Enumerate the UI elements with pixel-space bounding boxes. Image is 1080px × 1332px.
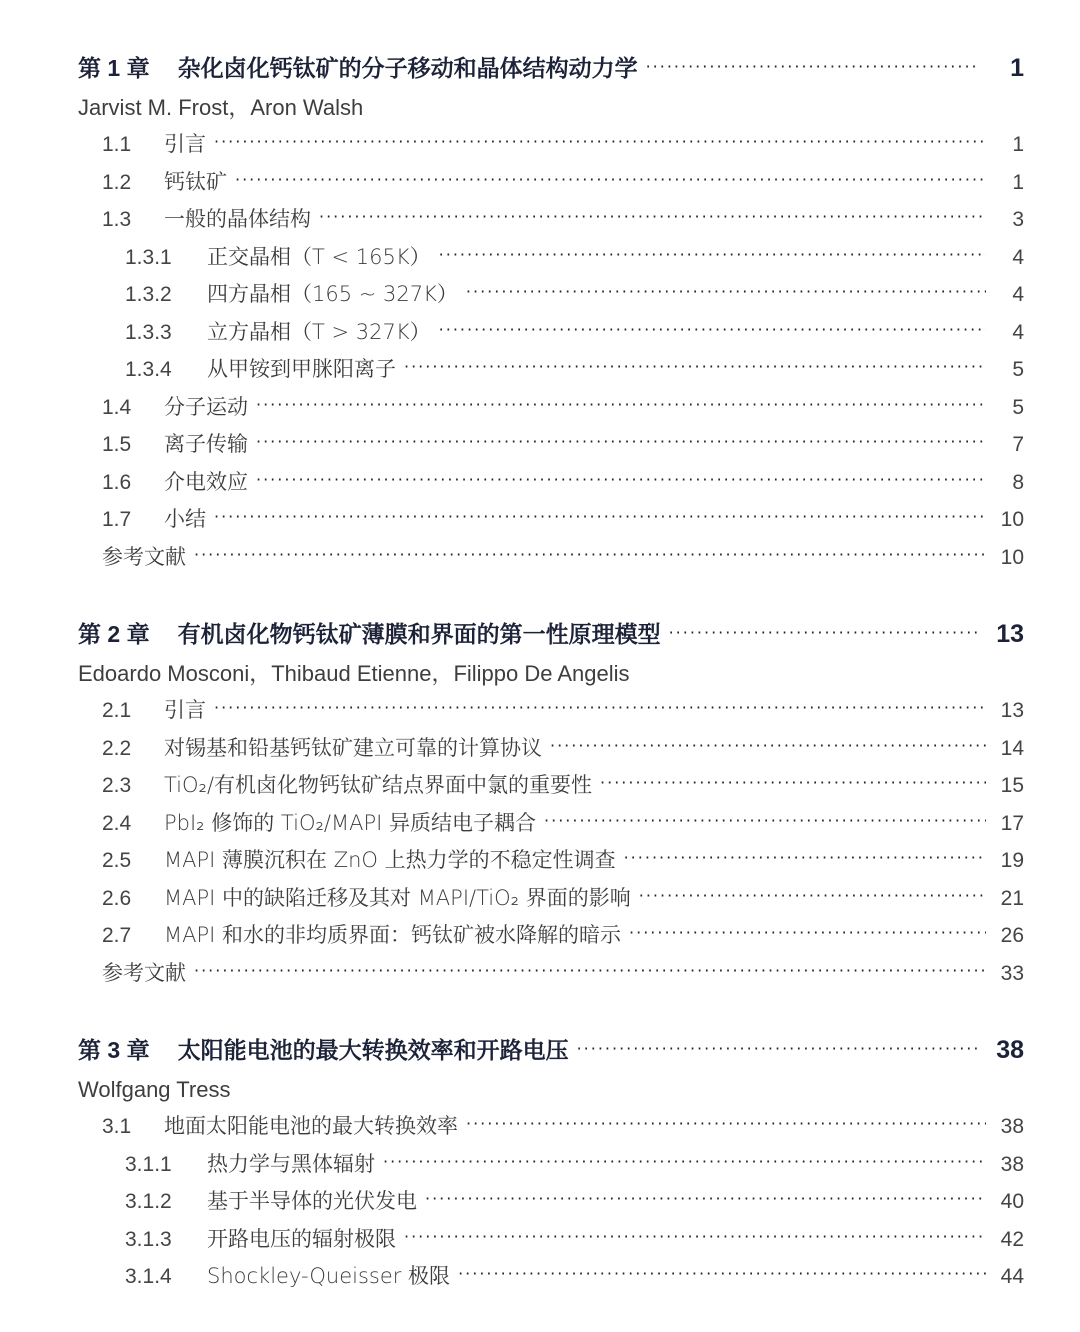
dot-leader (439, 311, 986, 349)
section-number: 1.3.3 (125, 320, 172, 344)
page-number: 14 (1000, 736, 1024, 760)
toc-entry[interactable] (78, 1221, 1024, 1259)
page-number: 8 (1012, 470, 1024, 494)
page-number: 1 (1012, 170, 1024, 194)
dot-leader (639, 877, 986, 915)
page-number: 38 (1000, 1115, 1024, 1138)
page-number: 5 (1012, 395, 1024, 419)
toc-entry[interactable] (78, 1183, 1024, 1221)
dot-leader (458, 1255, 986, 1293)
section-title: 离子传输 (164, 432, 248, 456)
dot-leader (646, 45, 980, 89)
toc-entry[interactable] (78, 126, 1024, 164)
toc-entry[interactable] (78, 1258, 1024, 1296)
chapter-authors: Jarvist M. Frost，Aron Walsh (78, 95, 364, 120)
section-number: 2.6 (102, 886, 132, 910)
section-title: TiO₂/有机卤化物钙钛矿结点界面中氯的重要性 (164, 773, 593, 797)
dot-leader (404, 1218, 986, 1256)
section-title: 四方晶相（165 ~ 327K） (207, 282, 458, 306)
toc-entry[interactable] (78, 880, 1024, 918)
section-title: MAPI 薄膜沉积在 ZnO 上热力学的不稳定性调查 (164, 848, 616, 872)
section-number: 2.1 (102, 699, 132, 722)
dot-leader (194, 536, 986, 574)
page-number: 3 (1012, 208, 1024, 231)
dot-leader (319, 198, 986, 236)
references-title: 参考文献 (102, 544, 186, 569)
toc-entry[interactable] (78, 239, 1024, 277)
section-number: 1.5 (102, 433, 132, 456)
page-number: 5 (1012, 358, 1024, 381)
dot-leader (404, 348, 986, 386)
section-number: 3.1 (102, 1115, 132, 1138)
dot-leader (214, 498, 986, 536)
toc-entry[interactable] (78, 730, 1024, 768)
page-number: 4 (1012, 320, 1024, 344)
section-number: 1.4 (102, 395, 132, 419)
dot-leader (577, 1027, 980, 1071)
section-title: 介电效应 (164, 469, 248, 494)
section-number: 1.2 (102, 170, 132, 194)
dot-leader (235, 161, 986, 199)
page-number: 38 (1000, 1152, 1024, 1176)
section-title: 引言 (164, 698, 206, 722)
toc-entry[interactable] (78, 351, 1024, 389)
section-title: 分子运动 (164, 394, 248, 419)
toc-entry[interactable] (78, 767, 1024, 805)
section-number: 1.3.4 (125, 358, 172, 381)
section-number: 1.6 (102, 470, 132, 494)
section-number: 3.1.1 (125, 1152, 172, 1176)
section-number: 2.5 (102, 849, 132, 872)
section-title: 对锡基和铅基钙钛矿建立可靠的计算协议 (164, 735, 542, 760)
chapter-number: 第 1 章 (78, 55, 150, 81)
section-number: 3.1.4 (125, 1265, 172, 1288)
section-title: 立方晶相（T > 327K） (207, 319, 431, 344)
dot-leader (466, 273, 986, 311)
section-number: 3.1.3 (125, 1227, 172, 1251)
toc-entry[interactable] (78, 692, 1024, 730)
page-number: 7 (1012, 433, 1024, 456)
section-title: 引言 (164, 132, 206, 156)
section-number: 1.3.2 (125, 283, 172, 306)
references-title: 参考文献 (102, 960, 186, 985)
chapter-title: 太阳能电池的最大转换效率和开路电压 (177, 1038, 569, 1064)
chapter-title: 有机卤化物钙钛矿薄膜和界面的第一性原理模型 (177, 622, 661, 648)
section-number: 2.2 (102, 736, 132, 760)
page-number: 10 (1000, 508, 1024, 531)
chapter-authors: Wolfgang Tress (78, 1077, 231, 1102)
section-title: MAPI 中的缺陷迁移及其对 MAPI/TiO₂ 界面的影响 (164, 885, 631, 910)
page-number: 17 (1000, 811, 1024, 835)
dot-leader (214, 123, 986, 161)
section-number: 1.1 (102, 133, 132, 156)
page-number: 44 (1000, 1265, 1024, 1288)
dot-leader (544, 802, 986, 840)
dot-leader (194, 952, 986, 990)
chapter-heading[interactable] (78, 612, 1024, 656)
section-number: 1.3.1 (125, 245, 172, 269)
section-title: PbI₂ 修饰的 TiO₂/MAPI 异质结电子耦合 (164, 810, 537, 835)
dot-leader (256, 461, 986, 499)
toc-entry[interactable] (78, 201, 1024, 239)
dot-leader (466, 1105, 986, 1143)
page-number: 26 (1000, 924, 1024, 947)
dot-leader (669, 611, 980, 655)
toc-entry[interactable] (78, 389, 1024, 427)
chapter-authors: Edoardo Mosconi，Thibaud Etienne，Filippo De Angelis (78, 661, 630, 686)
section-title: 小结 (164, 507, 206, 531)
section-number: 2.4 (102, 811, 132, 835)
page-number: 1 (1010, 54, 1024, 82)
dot-leader (425, 1180, 986, 1218)
page-number: 19 (1000, 849, 1024, 872)
section-number: 2.3 (102, 774, 132, 797)
dot-leader (624, 839, 986, 877)
chapter-heading[interactable] (78, 1028, 1024, 1072)
dot-leader (439, 236, 986, 274)
page-number: 4 (1012, 283, 1024, 306)
section-number: 2.7 (102, 924, 132, 947)
page-number: 4 (1012, 245, 1024, 269)
section-title: MAPI 和水的非均质界面：钙钛矿被水降解的暗示 (164, 923, 622, 947)
section-title: 开路电压的辐射极限 (207, 1226, 396, 1251)
page-number: 15 (1000, 774, 1024, 797)
toc-entry[interactable] (78, 314, 1024, 352)
toc-entry[interactable] (78, 1146, 1024, 1184)
section-number: 1.7 (102, 508, 132, 531)
toc-entry-references[interactable] (78, 539, 1024, 577)
section-title: 从甲铵到甲脒阳离子 (207, 357, 396, 381)
dot-leader (256, 386, 986, 424)
toc-entry[interactable] (78, 1108, 1024, 1146)
page-number: 33 (1000, 961, 1024, 985)
dot-leader (256, 423, 986, 461)
page-number: 40 (1000, 1190, 1024, 1213)
toc-entry-references[interactable] (78, 955, 1024, 993)
page-number: 21 (1000, 886, 1024, 910)
toc-entry[interactable] (78, 426, 1024, 464)
toc-entry[interactable] (78, 164, 1024, 202)
chapter-2 (78, 612, 1024, 992)
table-of-contents (78, 46, 1024, 1332)
chapter-number: 第 3 章 (78, 1037, 150, 1063)
toc-entry[interactable] (78, 501, 1024, 539)
dot-leader (629, 914, 986, 952)
chapter-heading[interactable] (78, 46, 1024, 90)
chapter-3 (78, 1028, 1024, 1296)
toc-entry[interactable] (78, 464, 1024, 502)
toc-entry[interactable] (78, 805, 1024, 843)
section-title: 基于半导体的光伏发电 (207, 1189, 417, 1213)
page-number: 42 (1000, 1227, 1024, 1251)
section-title: 地面太阳能电池的最大转换效率 (164, 1114, 458, 1138)
dot-leader (550, 727, 986, 765)
dot-leader (214, 689, 986, 727)
section-number: 1.3 (102, 208, 132, 231)
chapter-title: 杂化卤化钙钛矿的分子移动和晶体结构动力学 (177, 56, 638, 82)
dot-leader (600, 764, 986, 802)
page-number: 10 (1000, 545, 1024, 569)
toc-entry[interactable] (78, 917, 1024, 955)
dot-leader (383, 1143, 986, 1181)
section-title: 钙钛矿 (164, 169, 227, 194)
section-title: 一般的晶体结构 (164, 207, 311, 231)
chapter-1 (78, 46, 1024, 576)
page-number: 13 (996, 620, 1024, 648)
section-title: Shockley-Queisser 极限 (207, 1264, 451, 1288)
page-number: 1 (1012, 133, 1024, 156)
section-number: 3.1.2 (125, 1190, 172, 1213)
section-title: 热力学与黑体辐射 (207, 1151, 375, 1176)
page-number: 13 (1000, 699, 1024, 722)
section-title: 正交晶相（T < 165K） (207, 244, 431, 269)
page-number: 38 (996, 1036, 1024, 1064)
toc-entry[interactable] (78, 842, 1024, 880)
toc-entry[interactable] (78, 276, 1024, 314)
chapter-number: 第 2 章 (78, 621, 150, 647)
